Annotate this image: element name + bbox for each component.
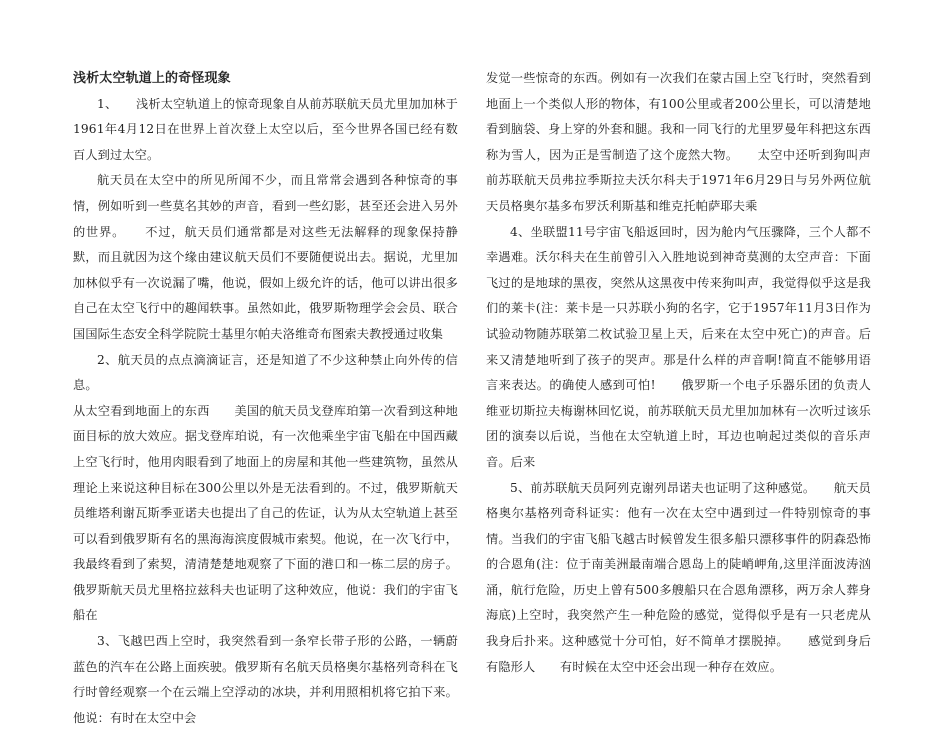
- article-title: 浅析太空轨道上的奇怪现象: [73, 71, 231, 86]
- right-column: [486, 66, 896, 680]
- left-column: [73, 66, 458, 731]
- paragraph: 发觉一些惊奇的东西。例如有一次我们在蒙古国上空飞行时，突然看到地面上一个类似人形的物体，有100公里或者200公里长，可以清楚地看到脑袋、身上穿的外套和腿。我和一同飞行的尤里罗曼年科把这东西称为雪人，因为正是雪制造了这个庞然大物。 太空中还听到狗叫声 前苏联航天员弗拉季斯拉夫沃尔科夫于1971年6月29日与另外两位航天员格奥尔基多布罗沃利斯基和维克托帕萨耶夫乘: [486, 71, 896, 213]
- paragraph: 从太空看到地面上的东西 美国的航天员戈登库珀第一次看到这种地面目标的放大效应。据戈登库珀说，有一次他乘坐宇宙飞船在中国西藏上空飞行时，他用肉眼看到了地面上的房屋和其他一些建筑物，虽然从理论上来说这种目标在300公里以外是无法看到的。不过，俄罗斯航天员维塔利谢瓦斯季亚诺夫也提出了自己的佐证，认为从太空轨道上甚至可以看到俄罗斯有名的黑海海滨度假城市索契。他说，在一次飞行中，我最终看到了索契，清清楚楚地观察了下面的港口和一栋二层的房子。俄罗斯航天员尤里格拉兹科夫也证明了这种效应，他说：我们的宇宙飞船在: [73, 403, 458, 623]
- paragraph: 3、飞越巴西上空时，我突然看到一条窄长带子形的公路，一辆蔚蓝色的汽车在公路上面疾驶。俄罗斯有名航天员格奥尔基格列奇科在飞行时曾经观察一个在云端上空浮动的冰块，并利用照相机将它拍下来。他说：有时在太空中会: [73, 634, 458, 725]
- paragraph: 1、 浅析太空轨道上的惊奇现象自从前苏联航天员尤里加加林于1961年4月12日在世界上首次登上太空以后，至今世界各国已经有数百人到过太空。: [73, 96, 458, 162]
- paragraph: 4、坐联盟11号宇宙飞船返回时，因为舱内气压骤降，三个人都不幸遇难。沃尔科夫在生前曾引入入胜地说到神奇莫测的太空声音：下面飞过的是地球的黑夜，突然从这黑夜中传来狗叫声，我觉得似乎这是我们的莱卡(注：莱卡是一只苏联小狗的名字，它于1957年11月3日作为试验动物随苏联第二枚试验卫星上天，后来在太空中死亡)的声音。后来又清楚地听到了孩子的哭声。那是什么样的声音啊!简直不能够用语言来表达。的确使人感到可怕! 俄罗斯一个电子乐器乐团的负责人维亚切斯拉夫梅谢林回忆说，前苏联航天员尤里加加林有一次听过该乐团的演奏以后说，当他在太空轨道上时，耳边也响起过类似的音乐声音。后来: [486, 224, 871, 469]
- paragraph: 2、航天员的点点滴滴证言，还是知道了不少这种禁止向外传的信息。: [73, 352, 458, 393]
- paragraph: 5、前苏联航天员阿列克谢列昂诺夫也证明了这种感觉。 航天员格奥尔基格列奇科证实：他有一次在太空中遇到过一件特别惊奇的事情。当我们的宇宙飞船飞越古时候曾发生很多船只漂移事件的阴森恐怖的合恩角(注：位于南美洲最南端合恩岛上的陡峭岬角,这里洋面波涛汹涌，航行危险，历史上曾有500多艘船只在合恩角漂移，两万余人葬身海底)上空时，我突然产生一种危险的感觉，觉得似乎是有一只老虎从我身后扑来。这种感觉十分可怕，好不简单才摆脱掉。 感觉到身后有隐形人 有时候在太空中还会出现一种存在效应。: [486, 480, 871, 674]
- paragraph: 航天员在太空中的所见所闻不少，而且常常会遇到各种惊奇的事情，例如听到一些莫名其妙的声音，看到一些幻影，甚至还会进入另外的世界。 不过，航天员们通常都是对这些无法解释的现象保持静默，而且就因为这个缘由建议航天员们不要随便说出去。据说，尤里加加林似乎有一次说漏了嘴，他说，假如上级允许的话，他可以讲出很多自己在太空飞行中的趣闻轶事。虽然如此，俄罗斯物理学会会员、联合国国际生态安全科学院院士基里尔帕夫洛维奇布图索夫教授通过收集: [73, 173, 458, 341]
